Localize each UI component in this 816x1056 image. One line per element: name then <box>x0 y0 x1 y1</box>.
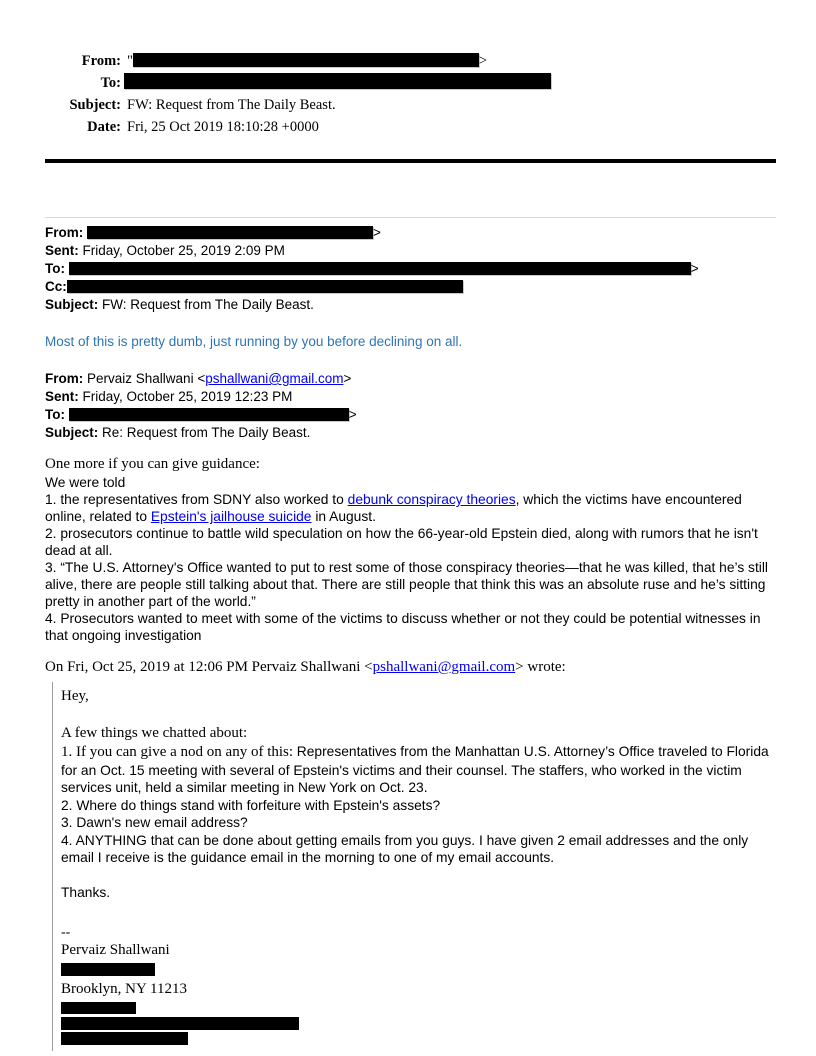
body-item-1 <box>45 491 776 525</box>
orig-sent-row <box>45 388 776 406</box>
guidance-line: One more if you can give guidance: <box>45 456 260 472</box>
to-label: To: <box>100 75 121 91</box>
subject-label: Subject: <box>45 297 99 312</box>
orig-from-row <box>45 370 776 388</box>
redaction-bar <box>61 1032 188 1045</box>
from-name: Pervaiz Shallwani < <box>87 371 206 386</box>
redaction-bar <box>69 262 691 275</box>
redaction-bar <box>61 1002 136 1014</box>
redaction-bar <box>124 73 551 89</box>
from-label: From: <box>81 53 121 69</box>
blank-line <box>61 901 776 917</box>
forwarder-note: Most of this is pretty dumb, just running by you before declining on all. <box>45 334 463 349</box>
fwd-subject-row <box>45 296 776 314</box>
cc-label: Cc: <box>45 279 67 294</box>
signature-city: Brooklyn, NY 11213 <box>61 981 187 997</box>
quoted-message <box>52 682 776 1051</box>
sent-label: Sent: <box>45 389 79 404</box>
body-item-4: 4. Prosecutors wanted to meet with some of the victims to discuss whether or not they could be potential witnesses in that ongoing investigation <box>45 611 761 643</box>
header-date-row <box>45 116 776 138</box>
body-item-3: 3. “The U.S. Attorney's Office wanted to put to rest some of those conspiracy theories—that he was killed, that he’s still alive, there are people still talking about that. There are still people that think this was an absolute ruse and he’s sitting pretty in another part of the world.” <box>45 560 768 609</box>
from-label: From: <box>45 371 84 386</box>
subject-label: Subject: <box>45 425 99 440</box>
item1-text: in August. <box>311 509 376 524</box>
fwd-sent-row <box>45 242 776 260</box>
redaction-bar <box>133 53 479 67</box>
orig-to-row <box>45 406 776 424</box>
sender-email-link[interactable]: pshallwani@gmail.com <box>205 371 344 386</box>
subject-label: Subject: <box>69 97 121 113</box>
item1-text: 1. the representatives from SDNY also worked to <box>45 492 348 507</box>
signature-delimiter: -- <box>61 925 71 940</box>
quote-item-3: 3. Dawn's new email address? <box>61 815 248 830</box>
quote-item-4: 4. ANYTHING that can be done about getting emails from you guys. I have given 2 email addresses and the only email I receive is the guidance email in the morning to one of my email accounts. <box>61 832 749 865</box>
orig-subject-row <box>45 424 776 442</box>
to-angle-bracket: > <box>690 261 699 276</box>
thick-divider <box>45 159 776 163</box>
body-item-2: 2. prosecutors continue to battle wild speculation on how the 66-year-old Epstein died, along with rumors that he isn't dead at all. <box>45 526 758 558</box>
quote-item-2: 2. Where do things stand with forfeiture with Epstein's assets? <box>61 797 441 813</box>
signature-name: Pervaiz Shallwani <box>61 942 170 958</box>
redaction-bar <box>87 226 373 239</box>
redaction-bar <box>69 408 349 421</box>
from-angle-bracket: > <box>343 371 352 386</box>
sent-label: Sent: <box>45 243 79 258</box>
attribution-text: On Fri, Oct 25, 2019 at 12:06 PM Pervaiz Shallwani < <box>45 659 373 675</box>
fwd-from-row <box>45 224 776 242</box>
to-label: To: <box>45 407 65 422</box>
item1-text: , which the victims have encountered online, related to <box>45 492 742 524</box>
subject-value: FW: Request from The Daily Beast. <box>102 297 314 312</box>
blank-line <box>61 867 776 884</box>
date-value: Fri, 25 Oct 2019 18:10:28 +0000 <box>127 119 319 135</box>
quote-attribution <box>45 657 776 677</box>
sent-value: Friday, October 25, 2019 2:09 PM <box>82 243 285 258</box>
email-body <box>45 455 776 644</box>
message-header <box>45 50 776 138</box>
from-angle-bracket: > <box>478 53 488 69</box>
from-quote-mark: " <box>127 53 133 69</box>
redaction-bar <box>61 963 155 976</box>
header-to-row <box>45 72 776 94</box>
header-subject-row <box>45 94 776 116</box>
quote-intro: A few things we chatted about: <box>61 725 248 741</box>
original-header <box>45 370 776 442</box>
quote-item-1 <box>61 743 776 797</box>
item1-rest: Representatives from the Manhattan U.S. Attorney’s Office traveled to Florida for an Oct. 15 meeting with several of Epstein's victims and their counsel. The staffers, who worked in the victim services unit, held a similar meeting in New York on Oct. 23. <box>61 744 769 795</box>
subject-value: Re: Request from The Daily Beast. <box>102 425 311 440</box>
to-value <box>127 72 776 94</box>
to-angle-bracket: > <box>348 407 357 422</box>
jailhouse-suicide-link[interactable]: Epstein's jailhouse suicide <box>150 509 312 524</box>
sender-email-link[interactable]: pshallwani@gmail.com <box>372 659 516 675</box>
attribution-text: > wrote: <box>515 659 566 675</box>
fwd-cc-row <box>45 278 776 296</box>
from-value <box>127 50 776 72</box>
told-line: We were told <box>45 475 126 490</box>
date-label: Date: <box>87 119 121 135</box>
fwd-to-row <box>45 260 776 278</box>
forwarded-header <box>45 224 776 314</box>
redaction-bar <box>61 1017 299 1030</box>
sent-value: Friday, October 25, 2019 12:23 PM <box>82 389 293 404</box>
item1-lead: 1. If you can give a nod on any of this: <box>61 744 297 760</box>
to-label: To: <box>45 261 65 276</box>
from-label: From: <box>45 225 84 240</box>
blank-line <box>61 706 776 723</box>
conspiracy-theories-link[interactable]: debunk conspiracy theories <box>347 492 516 507</box>
from-angle-bracket: > <box>373 225 381 240</box>
quote-greeting: Hey, <box>61 688 89 704</box>
redaction-bar <box>67 280 463 293</box>
thin-divider <box>45 217 776 218</box>
header-from-row <box>45 50 776 72</box>
quote-thanks: Thanks. <box>61 884 111 900</box>
subject-value: FW: Request from The Daily Beast. <box>127 97 336 113</box>
